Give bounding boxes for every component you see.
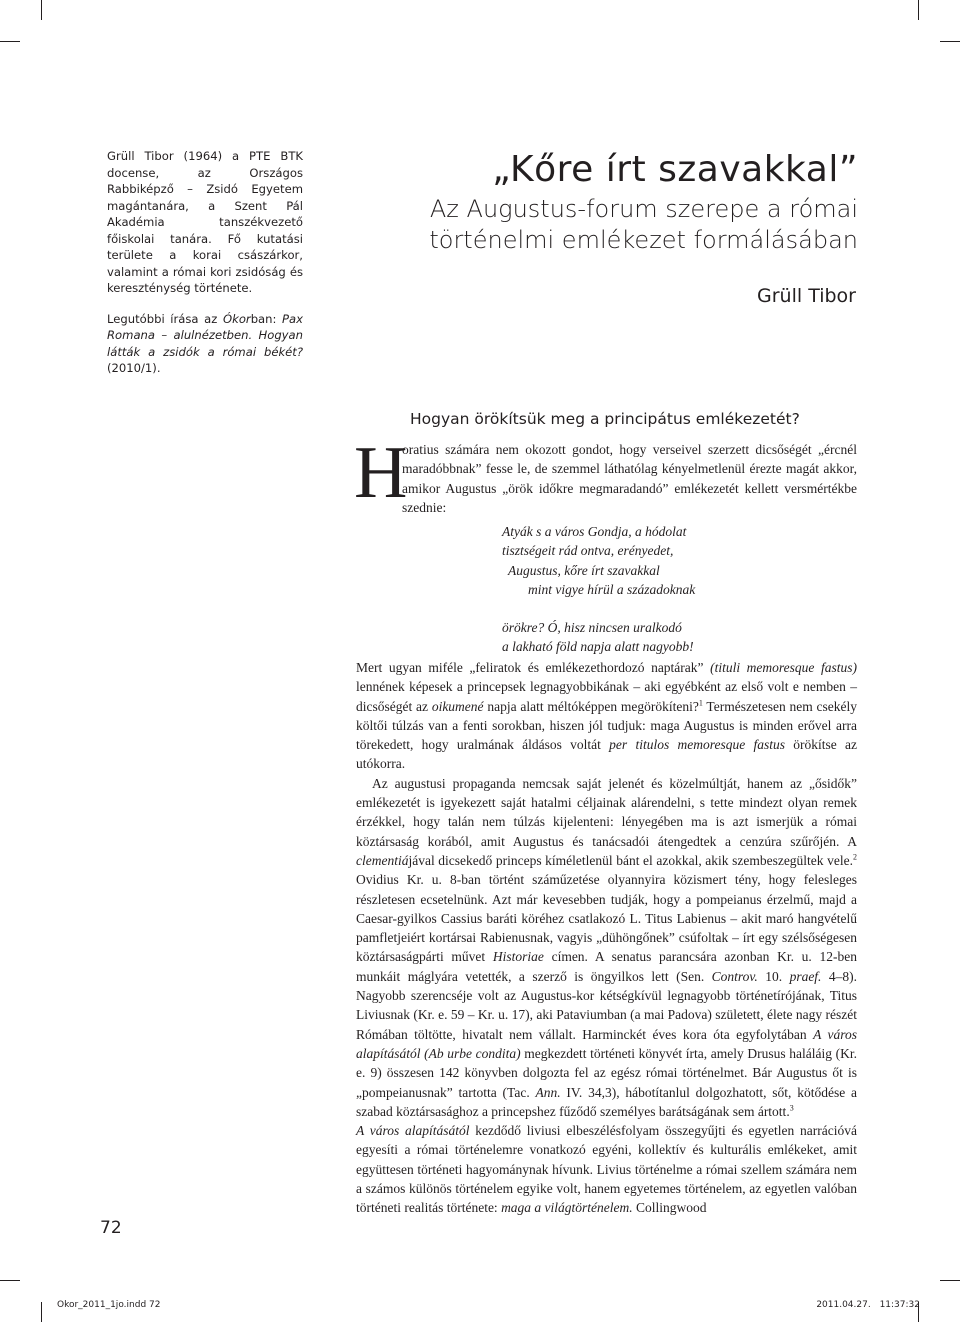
italic-run: maga a világtörténelem. bbox=[501, 1200, 633, 1216]
text-run: címen. A senatus parancsára azonban Kr. u. 12-ben munkáit máglyára vetették, a szerző is öngyilkos lett (Sen. bbox=[356, 949, 857, 984]
body-paragraph-2 bbox=[356, 774, 857, 1218]
footnote-ref-1[interactable]: 1 bbox=[698, 698, 703, 708]
latest-ref: (2010/1). bbox=[107, 361, 161, 375]
drop-cap: H bbox=[354, 432, 408, 514]
crop-mark-tl-vertical bbox=[41, 0, 42, 20]
crop-mark-tr-horizontal bbox=[940, 41, 960, 42]
section-heading: Hogyan örökítsük meg a principátus emlékezetét? bbox=[410, 410, 800, 428]
article-title: „Kőre írt szavakkal” bbox=[492, 149, 858, 190]
latest-mid: ban: bbox=[250, 311, 283, 326]
poem-line: örökre? Ó, hisz nincsen uralkodó bbox=[502, 620, 682, 636]
article-author: Grüll Tibor bbox=[757, 285, 856, 307]
italic-run: A város alapításától bbox=[356, 1123, 470, 1139]
italic-run: per titulos memoresque fastus bbox=[609, 737, 785, 753]
italic-run: (tituli memoresque fastus) bbox=[710, 660, 857, 675]
poem-quote bbox=[502, 522, 842, 657]
poem-line: tisztségeit rád ontva, erényedet, bbox=[502, 543, 674, 559]
article-body bbox=[356, 658, 857, 1218]
footnote-ref-3[interactable]: 3 bbox=[789, 1103, 794, 1113]
text-run: IV. 34,3), hábotítanlul dolgozhatott, sőt, kötődése a szabad köztársasághoz a princepshez fűződő személyes barátságának sem ártott. bbox=[356, 1084, 857, 1119]
author-bio: Grüll Tibor (1964) a PTE BTK docense, az Országos Rabbiképző – Zsidó Egyetem magántanára, a Szent Pál Akadémia tanszékvezető főiskolai tanára. Fő kutatási területe a korai császárkor, valamint a római kori zsidóság és kereszténység története. bbox=[107, 149, 303, 295]
italic-run: clementiá bbox=[356, 852, 409, 868]
latest-title: Pax Romana – alulnézetben. Hogyan látták a zsidók a római békét? bbox=[107, 311, 303, 359]
subtitle-line-2: történelmi emlékezet formálásában bbox=[429, 226, 858, 254]
text-run: Természetesen nem csekély költői túlzás van a fenti sorokban, hiszen jól tudjuk: maga Augustus is minden erővel arra törekedett, hogy uralmának áldásos voltát bbox=[356, 698, 857, 753]
italic-run: Controv. bbox=[711, 968, 758, 984]
stanza-gap bbox=[502, 599, 842, 618]
crop-mark-br-horizontal bbox=[940, 1280, 960, 1281]
latest-prefix: Legutóbbi írása az bbox=[107, 311, 223, 326]
poem-line: a lakható föld napja alatt nagyobb! bbox=[502, 639, 694, 655]
text-run: jával dicsekedő princeps kíméletlenül bánt el azokkal, akik szembeszegültek vele. bbox=[408, 852, 853, 868]
page-number: 72 bbox=[100, 1218, 122, 1238]
poem-line: Augustus, kőre írt szavakkal bbox=[508, 562, 660, 578]
italic-run: Ann. bbox=[535, 1084, 561, 1100]
italic-run: A város alapításától (Ab urbe condita) bbox=[356, 1026, 857, 1061]
poem-line: Atyák s a város Gondja, a hódolat bbox=[502, 524, 687, 539]
text-run: Collingwood bbox=[632, 1200, 707, 1216]
latest-article bbox=[107, 311, 303, 377]
journal-name: Ókor bbox=[222, 311, 251, 326]
italic-run: Historiae bbox=[492, 949, 544, 965]
crop-mark-tr-vertical bbox=[918, 0, 919, 20]
italic-run: oikumené bbox=[431, 698, 484, 714]
article-subtitle bbox=[400, 194, 858, 256]
print-slug-file: Okor_2011_1jo.indd 72 bbox=[57, 1300, 161, 1310]
text-run: 10. bbox=[757, 968, 790, 984]
body-paragraph-1 bbox=[356, 658, 857, 774]
italic-run: praef. bbox=[789, 968, 822, 984]
author-sidebar bbox=[107, 148, 303, 377]
text-run: Az augustusi propaganda nemcsak saját jelenét és közelmúltját, hanem az „ősidők” emlékezetét is igyekezett saját hatalmi céljainak alárendelni, s tette mindezt olyan remek érzékkel, hogy talán nem túlzás kijelenteni: lényegében ma is azt ismerjük a római köztársaság korából, amit Augustus és tanácsadói átengedtek a cenzúra szűrőjén. A bbox=[356, 775, 857, 849]
footnote-ref-2[interactable]: 2 bbox=[853, 852, 857, 862]
intro-paragraph bbox=[354, 432, 857, 517]
text-run: megkezdett történeti könyvét írta, amely Drusus haláláig (Kr. e. 9) összesen 142 könyvben dolgozta fel az egész római történelmet. Bár Augustus őt is „pompeianusnak” tartotta (Tac. bbox=[356, 1045, 857, 1100]
text-run: örökítse az utókorra. bbox=[356, 737, 858, 772]
crop-mark-bl-vertical bbox=[41, 1302, 42, 1322]
text-run: Ovidius Kr. u. 8-ban történt száműzetése olyannyira közismert tény, hogy felesleges részletesen ecsetelnünk. Azt már kevesebben tudják, hogy a pompeianus érzelmű, majd a Caesar-gyilkos Cassius baráti köréhez csatlakozó L. Titus Labienus – akit maró hangvételű pamfletjeiért kortársai Rabienusnak, vagyis „dühöngőnek” csúfoltak – írt egy szélsőségesen köztársaságpárti művet bbox=[356, 872, 857, 965]
intro-text: oratius számára nem okozott gondot, hogy verseivel szerzett dicsőségét „ércnél maradóbbnak” fesse le, de szemmel láthatólag kényelmetlenül érezte magát akkor, amikor Augustus „örök időkre megmaradandó” emlékezetét kellett versmértékbe szednie: bbox=[402, 442, 857, 515]
text-run: napja alatt méltóképpen megörökíteni? bbox=[483, 698, 699, 714]
poem-line: mint vigye hírül a századoknak bbox=[528, 581, 696, 597]
crop-mark-bl-horizontal bbox=[0, 1280, 20, 1281]
text-run: lennének képesek a princepsek legnagyobbikának – aki egyébként az első volt e nemben – dicsőségét az bbox=[356, 679, 857, 714]
text-run: Mert ugyan miféle „feliratok és emlékezethordozó naptárak” bbox=[356, 660, 711, 675]
crop-mark-tl-horizontal bbox=[0, 41, 20, 42]
print-slug-timestamp: 2011.04.27. 11:37:32 bbox=[816, 1300, 920, 1310]
subtitle-line-1: Az Augustus-forum szerepe a római bbox=[429, 195, 858, 223]
text-run: 4–8). Nagyobb szerencséje volt az Augustus-kor kétségkívül legnagyobb történetírójának, Titus Liviusnak (Kr. e. 59 – Kr. u. 17), aki Pataviumban (a mai Padova) született, élete nagy részét Rómában töltötte, hivatalt nem vállalt. Harminckét éves kora óta egyfolytában bbox=[356, 968, 858, 1042]
text-run: kezdődő liviusi elbeszélésfolyam összegyűjti és egyetlen narrációvá egyesíti a római történelemre vonatkozó egyéni, kollektív és kulturális emlékeket, amit együttesen történeti hagyománynak hívunk. Livius történelme a római szellem számára nem a számos különös történelem egyike volt, hanem egyetemes történelem, az egyetlen valóban történeti realitás története: bbox=[356, 1123, 858, 1216]
